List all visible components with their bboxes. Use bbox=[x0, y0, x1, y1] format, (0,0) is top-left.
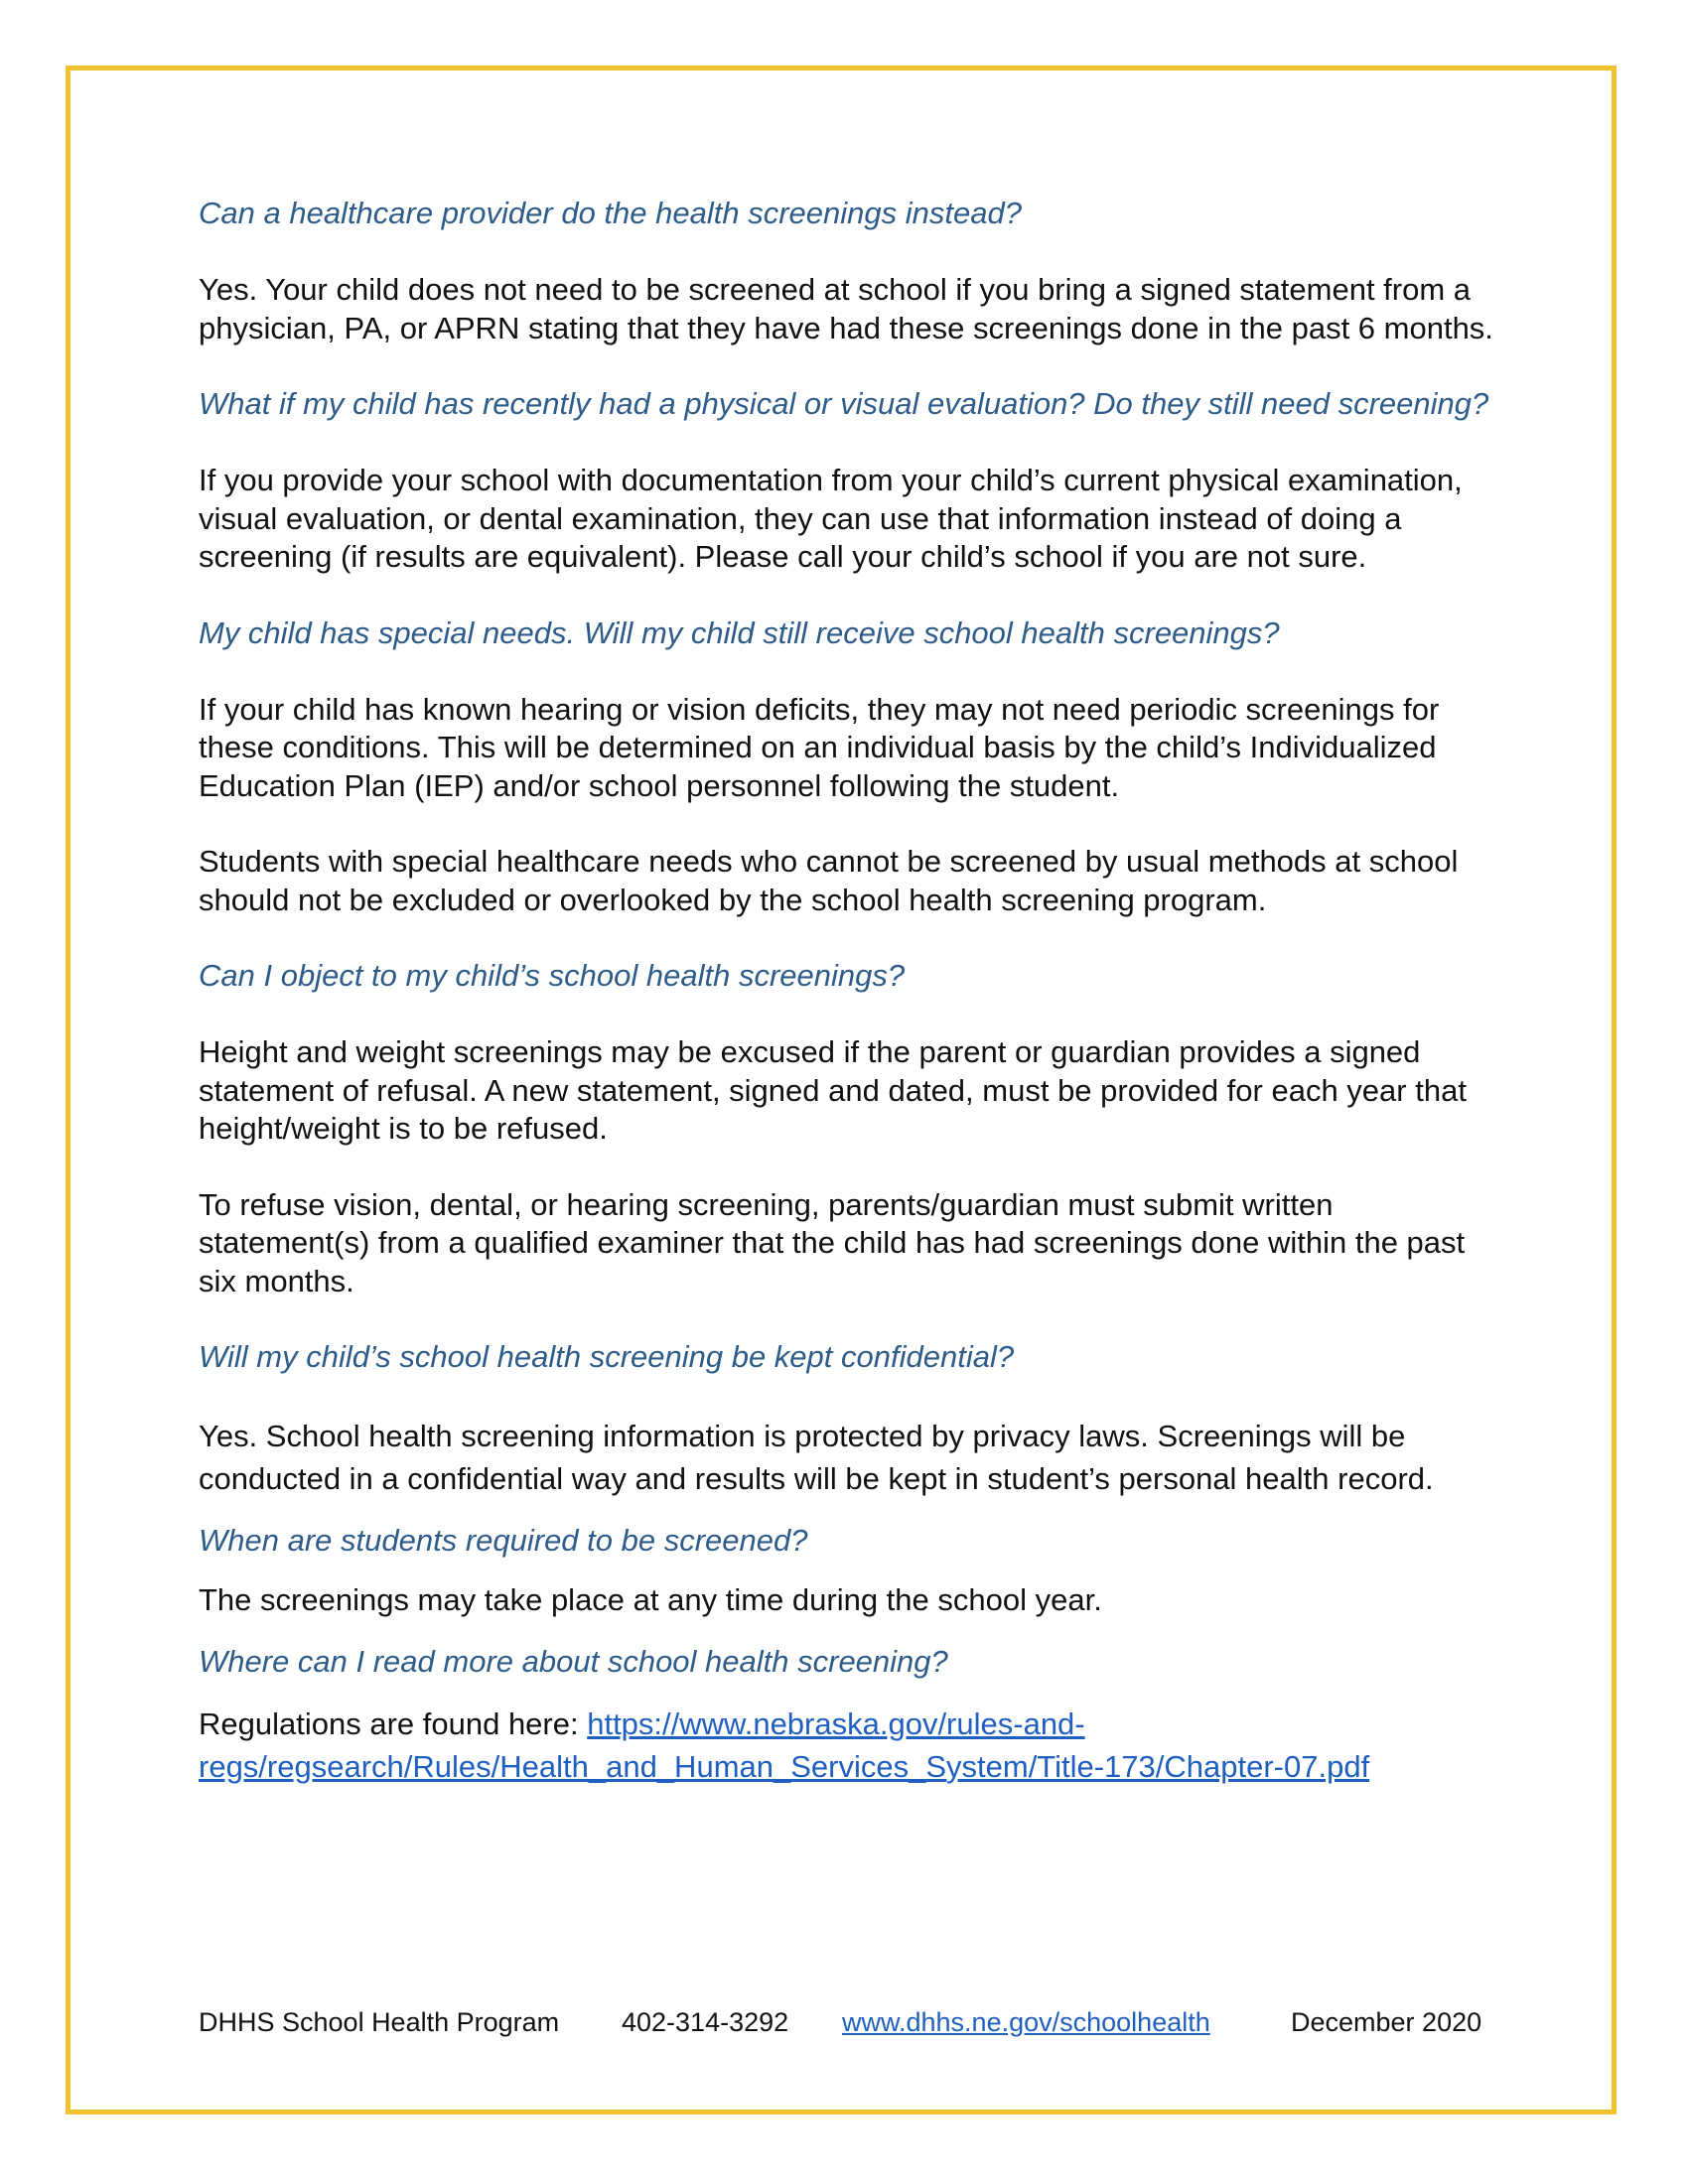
footer-phone: 402-314-3292 bbox=[622, 2007, 789, 2037]
faq-question: When are students required to be screened? bbox=[199, 1523, 808, 1558]
regulations-paragraph bbox=[199, 1703, 1499, 1788]
faq-content bbox=[199, 195, 1499, 1810]
faq-answer: If you provide your school with documentation from your child’s current physical examination, visual evaluation, or dental examination, they can use that information instead of doing a screening (if results are equivalent). Please call your child’s school if you are not sure. bbox=[199, 463, 1463, 574]
regulations-link-line1: https://www.nebraska.gov/rules-and- bbox=[587, 1706, 1085, 1741]
faq-question: My child has special needs. Will my child still receive school health screenings? bbox=[199, 614, 1280, 650]
faq-answer: Students with special healthcare needs who cannot be screened by usual methods at school should not be excluded or overlooked by the school health screening program. bbox=[199, 844, 1459, 917]
faq-question: Where can I read more about school health screening? bbox=[199, 1643, 948, 1679]
faq-answer: To refuse vision, dental, or hearing screening, parents/guardian must submit written statement(s) from a qualified examiner that the child has had screenings done within the past six months. bbox=[199, 1186, 1466, 1298]
regulations-prefix: Regulations are found here: bbox=[199, 1706, 588, 1741]
faq-answer: Height and weight screenings may be excused if the parent or guardian provides a signed statement of refusal. A new statement, signed and dated, must be provided for each year that height/weight is to be refused. bbox=[199, 1034, 1467, 1146]
faq-question: What if my child has recently had a physical or visual evaluation? Do they still need screening? bbox=[199, 386, 1489, 421]
footer-date: December 2020 bbox=[1291, 2007, 1482, 2037]
faq-question: Can a healthcare provider do the health screenings instead? bbox=[199, 196, 1022, 230]
faq-question: Will my child’s school health screening be kept confidential? bbox=[199, 1339, 1015, 1374]
faq-question: Can I object to my child’s school health screenings? bbox=[199, 958, 906, 993]
faq-answer: The screenings may take place at any time during the school year. bbox=[199, 1582, 1102, 1617]
page-footer bbox=[199, 2007, 1489, 2038]
faq-answer: If your child has known hearing or vision deficits, they may not need periodic screenings for these conditions. This will be determined on an individual basis by the child’s Individualized Education Plan (IEP) and/or school personnel following the student. bbox=[199, 691, 1440, 803]
faq-answer: Yes. Your child does not need to be screened at school if you bring a signed statement from a physician, PA, or APRN stating that they have had these screenings done in the past 6 months. bbox=[199, 272, 1493, 345]
regulations-link-line2: regs/regsearch/Rules/Health_and_Human_Services_System/Title-173/Chapter-07.pdf bbox=[199, 1748, 1370, 1784]
footer-program: DHHS School Health Program bbox=[199, 2007, 560, 2037]
footer-website-link[interactable]: www.dhhs.ne.gov/schoolhealth bbox=[842, 2007, 1210, 2037]
faq-answer: Yes. School health screening information is protected by privacy laws. Screenings will be conducted in a confidential way and results will be kept in student’s personal health record. bbox=[199, 1419, 1434, 1496]
